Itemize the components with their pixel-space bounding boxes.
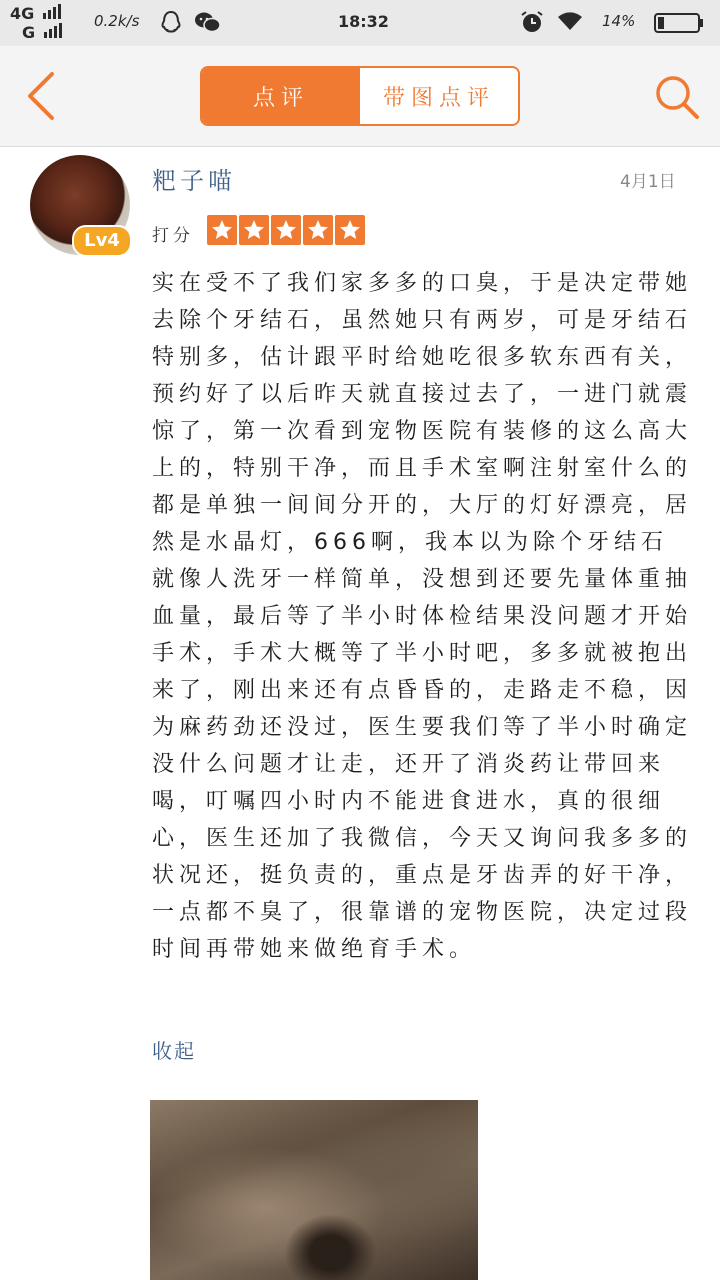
signal-icon <box>44 23 64 42</box>
qq-icon <box>160 10 182 34</box>
collapse-link[interactable]: 收起 <box>152 1039 196 1063</box>
review-type-tabs <box>200 66 520 126</box>
star-icon <box>207 215 237 245</box>
network-type-bottom: G <box>22 23 36 42</box>
network-speed: 0.2k/s <box>94 12 140 30</box>
star-rating <box>207 215 365 245</box>
star-icon <box>271 215 301 245</box>
search-icon[interactable] <box>654 74 700 120</box>
tab-photo-review[interactable]: 带图点评 <box>360 68 518 124</box>
clock: 18:32 <box>338 12 389 31</box>
wifi-icon <box>556 10 584 32</box>
star-icon <box>303 215 333 245</box>
review-text: 实在受不了我们家多多的口臭，于是决定带她去除个牙结石，虽然她只有两岁，可是牙结石特别多，估计跟平时给她吃很多软东西有关，预约好了以后昨天就直接过去了，一进门就震惊了，第一次看到宠物医院有装修的这么高大上的，特别干净，而且手术室啊注射室什么的都是单独一间间分开的，大厅的灯好漂亮，居然是水晶灯，666啊，我本以为除个牙结石就像人洗牙一样简单，没想到还要先量体重抽血量，最后等了半小时体检结果没问题才开始手术，手术大概等了半小时吧，多多就被抱出来了，刚出来还有点昏昏的，走路走不稳，因为麻药劲还没过，医生要我们等了半小时确定没什么问题才让走，还开了消炎药让带回来喝，叮嘱四小时内不能进食进水，真的很细心，医生还加了我微信，今天又询问我多多的状况还，挺负责的，重点是牙齿弄的好干净，一点都不臭了，很靠谱的宠物医院，决定过段时间再带她来做绝育手术。 <box>152 271 693 962</box>
battery-icon <box>654 12 704 34</box>
signal-icon <box>43 4 63 23</box>
top-navigation-bar <box>0 46 720 147</box>
status-bar <box>0 0 720 46</box>
rating-label: 打分 <box>152 226 194 246</box>
battery-percentage: 14% <box>602 12 636 30</box>
network-type-top: 4G <box>10 4 35 23</box>
review-date: 4月1日 <box>620 172 676 192</box>
alarm-icon <box>520 10 544 34</box>
star-icon <box>335 215 365 245</box>
tab-review[interactable]: 点评 <box>202 68 360 124</box>
username[interactable]: 粑子喵 <box>152 167 236 195</box>
star-icon <box>239 215 269 245</box>
level-badge: Lv4 <box>72 225 132 257</box>
review-photo[interactable] <box>150 1100 478 1280</box>
wechat-icon <box>194 10 222 34</box>
review-card <box>0 147 720 1280</box>
back-arrow-icon[interactable] <box>22 68 62 124</box>
network-indicator <box>10 4 64 42</box>
